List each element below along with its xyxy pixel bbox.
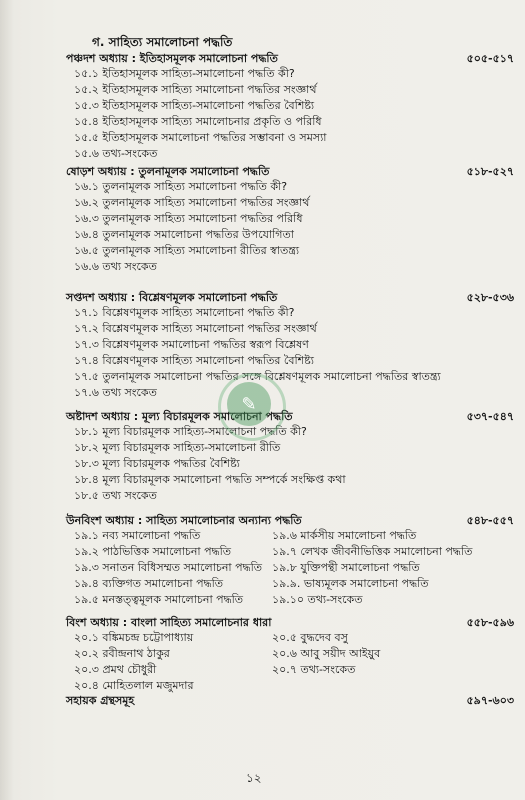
toc-item: ১৭.২ বিশ্লেষণমূলক সাহিত্য সমালোচনা পদ্ধতির সংজ্ঞার্থ xyxy=(74,322,317,335)
chapter-19 xyxy=(66,512,518,608)
toc-two-column-list xyxy=(66,528,518,608)
toc-item: ১৬.৫ তুলনামূলক সাহিত্য সমালোচনা রীতির স্বাতন্ত্র্য xyxy=(74,244,300,257)
page-number: ১২ xyxy=(246,771,262,785)
chapter-title: অষ্টাদশ অধ্যায় : মূল্য বিচারমূলক সমালোচনা পদ্ধতি xyxy=(66,410,293,423)
chapter-page-range: ৫২৮-৫৩৬ xyxy=(466,291,514,304)
toc-item: ২০.২ রবীন্দ্রনাথ ঠাকুর xyxy=(74,647,170,660)
toc-item: ১৮.২ মূল্য বিচারমূলক সাহিত্য-সমালোচনা রীতি xyxy=(74,441,281,454)
chapter-18 xyxy=(66,408,518,504)
references-heading xyxy=(66,692,518,708)
toc-item: ২০.৬ আবু সয়ীদ আইয়ুব xyxy=(272,647,381,660)
toc-item: ১৯.১ নব্য সমালোচনা পদ্ধতি xyxy=(74,529,201,542)
toc-item: ১৫.৫ ইতিহাসমূলক সমালোচনা পদ্ধতির সম্ভাবনা ও সমস্যা xyxy=(74,131,327,144)
toc-item: ১৮.১ মূল্য বিচারমূলক সাহিত্য-সমালোচনা পদ্ধতি কী? xyxy=(74,425,307,438)
toc-item: ১৯.৫ মনস্তত্ত্বমূলক সমালোচনা পদ্ধতি xyxy=(74,593,244,606)
toc-item: ১৯.২ পাঠভিত্তিক সমালোচনা পদ্ধতি xyxy=(74,545,232,558)
references-entry xyxy=(66,692,518,708)
chapter-heading xyxy=(66,408,518,424)
toc-item: ২০.৩ প্রমথ চৌধুরী xyxy=(74,663,157,676)
toc-item: ১৯.৭ লেখক জীবনীভিত্তিক সমালোচনা পদ্ধতি xyxy=(272,545,473,558)
toc-item: ১৭.৬ তথ্য সংকেত xyxy=(74,386,157,399)
toc-item: ১৯.৩ সনাতন বিধিসম্মত সমালোচনা পদ্ধতি xyxy=(74,561,263,574)
toc-item: ১৬.৬ তথ্য সংকেত xyxy=(74,260,157,273)
toc-item: ২০.৫ বুদ্ধদেব বসু xyxy=(272,631,348,644)
toc-item: ১৫.৩ ইতিহাসমূলক সাহিত্য-সমালোচনা পদ্ধতির বৈশিষ্ট্য xyxy=(74,99,315,112)
chapter-page-range: ৫৫৮-৫৯৬ xyxy=(466,616,514,629)
chapter-page-range: ৫৩৭-৫৪৭ xyxy=(466,410,514,423)
pen-watermark-icon: ✎ xyxy=(227,382,271,426)
chapter-title: বিংশ অধ্যায় : বাংলা সাহিত্য সমালোচনার ধারা xyxy=(66,616,272,629)
references-title: সহায়ক গ্রন্থসমূহ xyxy=(66,694,135,707)
toc-item: ১৮.৩ মূল্য বিচারমূলক পদ্ধতির বৈশিষ্ট্য xyxy=(74,457,240,470)
chapter-heading xyxy=(66,50,518,66)
references-page-range: ৫৯৭-৬০৩ xyxy=(466,694,514,707)
toc-item: ১৯.১০ তথ্য-সংকেত xyxy=(272,593,363,606)
toc-item: ১৯.৪ ব্যক্তিগত সমালোচনা পদ্ধতি xyxy=(74,577,224,590)
chapter-heading xyxy=(66,289,518,305)
toc-item: ২০.১ বঙ্কিমচন্দ্র চট্টোপাধ্যায় xyxy=(74,631,194,644)
toc-item: ১৬.৩ তুলনামূলক সাহিত্য সমালোচনা পদ্ধতির পরিধি xyxy=(74,212,303,225)
toc-item: ১৭.৪ বিশ্লেষণমূলক সাহিত্য সমালোচনা পদ্ধতির বৈশিষ্ট্য xyxy=(74,354,314,367)
toc-item: ১৬.৪ তুলনামূলক সমালোচনা পদ্ধতির উপযোগিতা xyxy=(74,228,294,241)
chapter-heading xyxy=(66,614,518,630)
toc-item: ১৯.৮ যুক্তিপন্থী সমালোচনা পদ্ধতি xyxy=(272,561,420,574)
chapter-title: উনবিংশ অধ্যায় : সাহিত্য সমালোচনার অন্যান্য পদ্ধতি xyxy=(66,514,302,527)
toc-item: ১৮.৪ মূল্য বিচারমূলক সমালোচনা পদ্ধতি সম্পর্কে সংক্ষিপ্ত কথা xyxy=(74,473,346,486)
toc-item: ১৮.৫ তথ্য সংকেত xyxy=(74,489,157,502)
chapter-20 xyxy=(66,614,518,694)
toc-item: ২০.৪ মোহিতলাল মজুমদার xyxy=(74,679,194,692)
chapter-title: ষোড়শ অধ্যায় : তুলনামূলক সমালোচনা পদ্ধতি xyxy=(66,165,270,178)
chapter-17 xyxy=(66,289,518,401)
toc-item: ২০.৭ তথ্য-সংকেত xyxy=(272,663,356,676)
chapter-title: পঞ্চদশ অধ্যায় : ইতিহাসমূলক সমালোচনা পদ্ধতি xyxy=(66,52,278,65)
chapter-15 xyxy=(66,50,518,162)
chapter-title: সপ্তদশ অধ্যায় : বিশ্লেষণমূলক সমালোচনা পদ্ধতি xyxy=(66,291,278,304)
chapter-page-range: ৫০৫-৫১৭ xyxy=(466,52,514,65)
toc-item: ১৯.৯. ভাষ্যমূলক সমালোচনা পদ্ধতি xyxy=(272,577,429,590)
chapter-16 xyxy=(66,163,518,275)
chapter-heading xyxy=(66,512,518,528)
toc-item: ১৯.৬ মার্কসীয় সমালোচনা পদ্ধতি xyxy=(272,529,417,542)
toc-item: ১৭.৩ বিশ্লেষণমূলক সমালোচনা পদ্ধতির স্বরূপ বিশ্লেষণ xyxy=(74,338,309,351)
toc-item: ১৫.১ ইতিহাসমূলক সাহিত্য-সমালোচনা পদ্ধতি কী? xyxy=(74,67,295,80)
toc-two-column-list xyxy=(66,630,518,694)
toc-item: ১৬.২ তুলনামূলক সাহিত্য সমালোচনা পদ্ধতির সংজ্ঞার্থ xyxy=(74,196,310,209)
toc-item: ১৭.৫ তুলনামূলক সমালোচনা পদ্ধতির সঙ্গে বিশ্লেষণমূলক সমালোচনা পদ্ধতির স্বাতন্ত্র্য xyxy=(74,370,441,383)
toc-item: ১৫.২ ইতিহাসমূলক সাহিত্য সমালোচনা পদ্ধতির সংজ্ঞার্থ xyxy=(74,83,317,96)
toc-item: ১৬.১ তুলনামূলক সাহিত্য সমালোচনা পদ্ধতি কী? xyxy=(74,180,288,193)
toc-item: ১৫.৬ তথ্য-সংকেত xyxy=(74,147,158,160)
toc-item: ১৭.১ বিশ্লেষণমূলক সাহিত্য সমালোচনা পদ্ধতি কী? xyxy=(74,306,295,319)
chapter-page-range: ৫৪৮-৫৫৭ xyxy=(466,514,514,527)
section-title: গ. সাহিত্য সমালোচনা পদ্ধতি xyxy=(92,35,233,49)
chapter-heading xyxy=(66,163,518,179)
chapter-page-range: ৫১৮-৫২৭ xyxy=(466,165,514,178)
toc-item: ১৫.৪ ইতিহাসমূলক সাহিত্য সমালোচনার প্রকৃতি ও পরিধি xyxy=(74,115,322,128)
